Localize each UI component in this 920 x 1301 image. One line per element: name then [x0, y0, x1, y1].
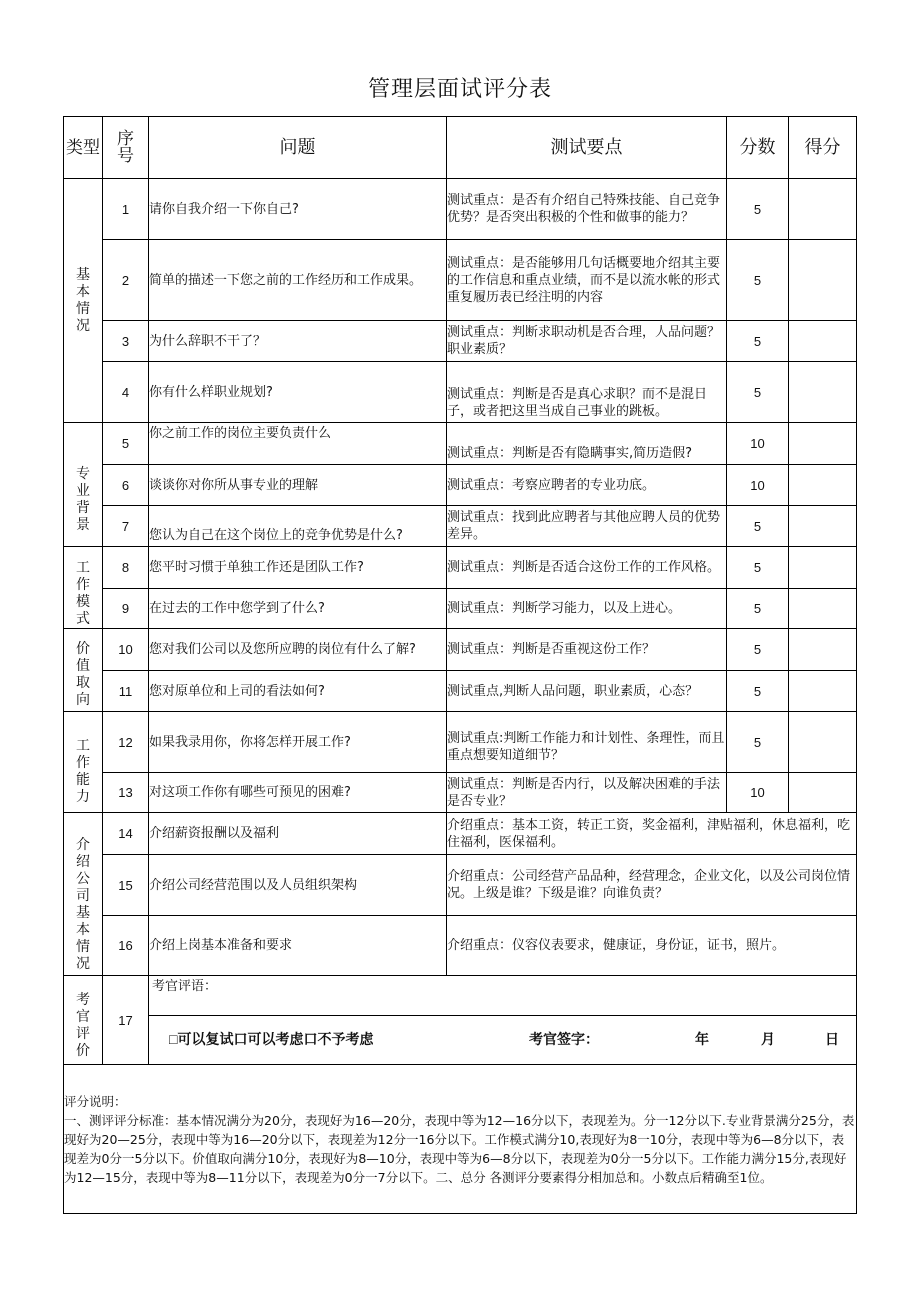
got-score-cell[interactable] [789, 362, 857, 423]
row-number: 1 [103, 179, 149, 240]
test-point-cell: 测试重点：判断求职动机是否合理，人品问题？职业素质？ [447, 321, 727, 362]
question-cell: 您认为自己在这个岗位上的竞争优势是什么? [149, 506, 447, 547]
test-point-cell: 测试重点：是否能够用几句话概要地介绍其主要的工作信息和重点业绩，而不是以流水帐的形式重复履历表已经注明的内容 [447, 240, 727, 321]
question-cell: 对这项工作你有哪些可预见的困难? [149, 773, 447, 813]
score-cell: 10 [727, 465, 789, 506]
test-point-cell: 测试重点：判断是否有隐瞒事实,简历造假? [447, 423, 727, 465]
notes-body: 一、测评评分标准：基本情况满分为20分，表现好为16—20分，表现中等为12—16分以下，表现差为。分一12分以下.专业背景满分25分，表现好为20—25分，表现中等为16—20分以下，表现差为12分一16分以下。工作模式满分10,表现好为8一10分，表现中等为6—8分以下，表现差为0分一5分以下。价值取向满分10分，表现好为8—10分，表现中等为6—8分以下，表现差为0分一5分以下。工作能力满分15分,表现好为12—15分，表现中等为8—11分以下，表现差为0分一7分以下。二、总分 各测评分要素得分相加总和。小数点后精确至1位。 [64, 1112, 855, 1185]
row-number: 14 [103, 813, 149, 855]
evaluation-cell [149, 976, 857, 1065]
question-cell: 你之前工作的岗位主要负责什么 [149, 423, 447, 465]
table-row [64, 547, 857, 589]
table-row [64, 362, 857, 423]
date-month-label: 月 [761, 1031, 775, 1047]
header-point: 测试要点 [447, 117, 727, 179]
row-number: 6 [103, 465, 149, 506]
test-point-cell: 测试重点,判断人品问题，职业素质，心态？ [447, 671, 727, 712]
header-seq: 序号 [103, 117, 149, 179]
header-score: 分数 [727, 117, 789, 179]
row-number: 13 [103, 773, 149, 813]
test-point-cell: 介绍重点：仪容仪表要求，健康证，身份证，证书，照片。 [447, 916, 857, 976]
table-row [64, 813, 857, 855]
table-row [64, 629, 857, 671]
test-point-cell: 测试重点：判断是否重视这份工作？ [447, 629, 727, 671]
score-cell: 5 [727, 321, 789, 362]
test-point-cell: 测试重点：判断是否适合这份工作的工作风格。 [447, 547, 727, 589]
table-row [64, 589, 857, 629]
table-row [64, 240, 857, 321]
table-row [64, 179, 857, 240]
question-cell: 简单的描述一下您之前的工作经历和工作成果。 [149, 240, 447, 321]
header-got: 得分 [789, 117, 857, 179]
table-row [64, 671, 857, 712]
test-point-cell: 测试重点：判断是否是真心求职？而不是混日子，或者把这里当成自己事业的跳板。 [447, 362, 727, 423]
score-cell: 5 [727, 547, 789, 589]
test-point-cell: 介绍重点：基本工资，转正工资，奖金福利，津贴福利，休息福利，吃住福利，医保福利。 [447, 813, 857, 855]
got-score-cell[interactable] [789, 179, 857, 240]
row-number: 12 [103, 712, 149, 773]
examiner-comment-area[interactable] [149, 976, 856, 1016]
test-point-cell: 测试重点:判断工作能力和计划性、条理性，而且重点想要知道细节？ [447, 712, 727, 773]
date-day-label: 日 [825, 1031, 839, 1047]
table-row [64, 855, 857, 916]
table-row [64, 321, 857, 362]
category-ability: 工作能力 [64, 712, 103, 813]
question-cell: 您平时习惯于单独工作还是团队工作? [149, 547, 447, 589]
decision-options[interactable]: □可以复试口可以考虑口不予考虑 [169, 1031, 374, 1047]
score-cell: 5 [727, 589, 789, 629]
header-type: 类型 [64, 117, 103, 179]
table-row [64, 423, 857, 465]
row-number: 4 [103, 362, 149, 423]
category-professional: 专业背景 [64, 423, 103, 547]
got-score-cell[interactable] [789, 240, 857, 321]
row-number: 3 [103, 321, 149, 362]
score-cell: 10 [727, 773, 789, 813]
test-point-cell: 测试重点：判断是否内行，以及解决困难的手法是否专业？ [447, 773, 727, 813]
got-score-cell[interactable] [789, 321, 857, 362]
row-number: 5 [103, 423, 149, 465]
table-row [64, 712, 857, 773]
got-score-cell[interactable] [789, 629, 857, 671]
question-cell: 您对我们公司以及您所应聘的岗位有什么了解? [149, 629, 447, 671]
question-cell: 为什么辞职不干了？ [149, 321, 447, 362]
score-cell: 5 [727, 629, 789, 671]
test-point-cell: 测试重点：考察应聘者的专业功底。 [447, 465, 727, 506]
test-point-cell: 测试重点：是否有介绍自己特殊技能、自己竞争优势？是否突出积极的个性和做事的能力？ [447, 179, 727, 240]
category-workmode: 工作模式 [64, 547, 103, 629]
question-cell: 介绍上岗基本准备和要求 [149, 916, 447, 976]
row-number: 17 [103, 976, 149, 1065]
evaluation-footer [149, 1016, 856, 1064]
got-score-cell[interactable] [789, 773, 857, 813]
got-score-cell[interactable] [789, 423, 857, 465]
row-number: 16 [103, 916, 149, 976]
notes-heading: 评分说明： [64, 1093, 127, 1109]
question-cell: 在过去的工作中您学到了什么? [149, 589, 447, 629]
category-evaluation: 考官评价 [64, 976, 103, 1065]
got-score-cell[interactable] [789, 547, 857, 589]
category-company: 介绍公司基本情况 [64, 813, 103, 976]
question-cell: 你有什么样职业规划? [149, 362, 447, 423]
test-point-cell: 测试重点：判断学习能力，以及上进心。 [447, 589, 727, 629]
examiner-sign-label: 考官签字： [529, 1031, 599, 1047]
scoring-notes [64, 1065, 857, 1214]
score-cell: 10 [727, 423, 789, 465]
score-cell: 5 [727, 240, 789, 321]
date-year-label: 年 [695, 1031, 709, 1047]
row-number: 7 [103, 506, 149, 547]
question-cell: 请你自我介绍一下你自己? [149, 179, 447, 240]
question-cell: 谈谈你对你所从事专业的理解 [149, 465, 447, 506]
table-row [64, 916, 857, 976]
row-number: 8 [103, 547, 149, 589]
row-number: 2 [103, 240, 149, 321]
row-number: 9 [103, 589, 149, 629]
question-cell: 您对原单位和上司的看法如何? [149, 671, 447, 712]
got-score-cell[interactable] [789, 506, 857, 547]
score-cell: 5 [727, 671, 789, 712]
row-number: 11 [103, 671, 149, 712]
page-title: 管理层面试评分表 [367, 77, 552, 102]
category-basic: 基本情况 [64, 179, 103, 423]
category-values: 价值取向 [64, 629, 103, 712]
score-cell: 5 [727, 506, 789, 547]
row-number: 10 [103, 629, 149, 671]
score-cell: 5 [727, 179, 789, 240]
test-point-cell: 介绍重点：公司经营产品品种，经营理念，企业文化，以及公司岗位情况。上级是谁？下级是谁？向谁负责？ [447, 855, 857, 916]
got-score-cell[interactable] [789, 589, 857, 629]
row-number: 15 [103, 855, 149, 916]
table-row [64, 773, 857, 813]
table-row [64, 465, 857, 506]
notes-row [64, 1065, 857, 1214]
examiner-comment-label: 考官评语： [152, 979, 218, 994]
evaluation-row [64, 976, 857, 1065]
question-cell: 介绍薪资报酬以及福利 [149, 813, 447, 855]
score-cell: 5 [727, 712, 789, 773]
header-question: 问题 [149, 117, 447, 179]
question-cell: 如果我录用你，你将怎样开展工作? [149, 712, 447, 773]
header-row [64, 117, 857, 179]
got-score-cell[interactable] [789, 671, 857, 712]
question-cell: 介绍公司经营范围以及人员组织架构 [149, 855, 447, 916]
got-score-cell[interactable] [789, 712, 857, 773]
got-score-cell[interactable] [789, 465, 857, 506]
table-row [64, 506, 857, 547]
test-point-cell: 测试重点：找到此应聘者与其他应聘人员的优势差异。 [447, 506, 727, 547]
interview-score-table [63, 116, 857, 1214]
score-cell: 5 [727, 362, 789, 423]
